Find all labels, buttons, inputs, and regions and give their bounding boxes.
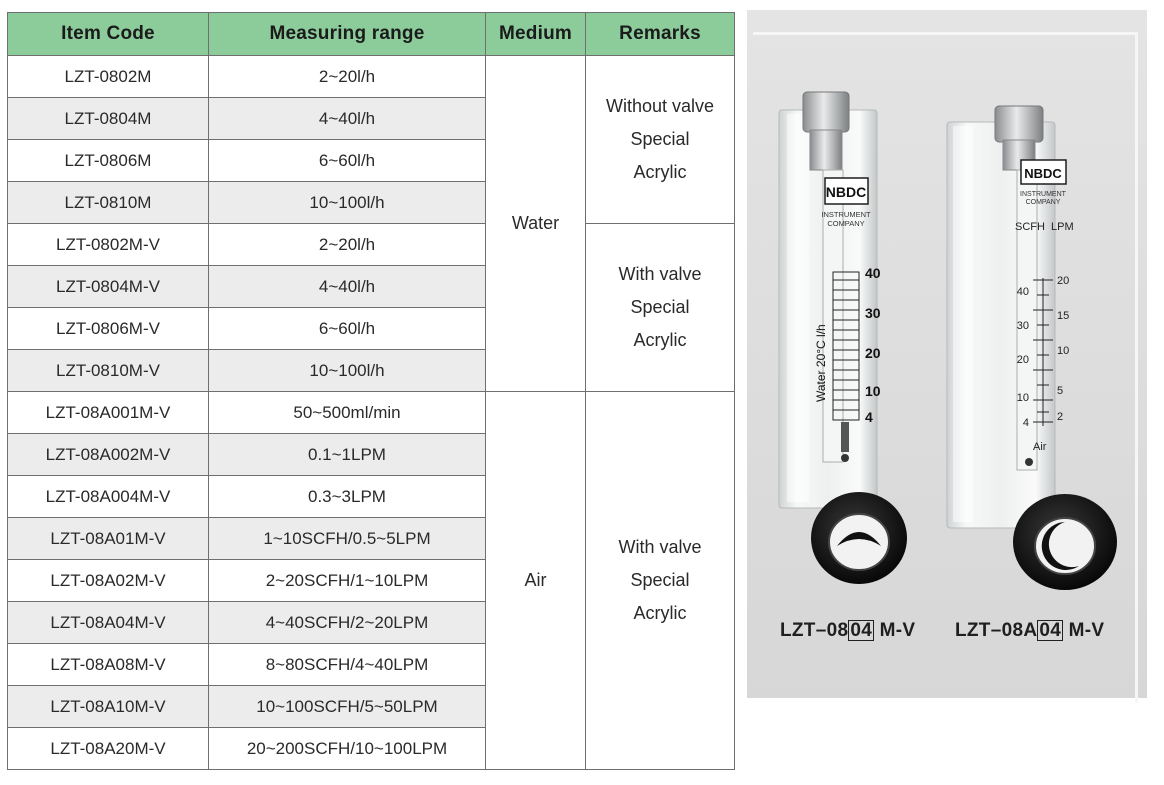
- range-cell: 8~80SCFH/4~40LPM: [209, 644, 486, 686]
- remarks-line: Acrylic: [633, 330, 687, 350]
- left-scale-label: 20: [865, 345, 881, 361]
- remarks-cell-water-no-valve: [586, 56, 735, 224]
- item-code-cell: LZT-0802M-V: [8, 224, 209, 266]
- range-cell: 4~40l/h: [209, 98, 486, 140]
- flowmeters-illustration: [747, 10, 1147, 610]
- remarks-line: Special: [630, 297, 690, 317]
- spec-table: [7, 12, 735, 770]
- right-scale-left-label: 4: [1022, 417, 1029, 429]
- item-code-cell: LZT-0804M-V: [8, 266, 209, 308]
- right-medium-label: Air: [1033, 441, 1047, 453]
- item-code-cell: LZT-08A04M-V: [8, 602, 209, 644]
- remarks-line: With valve: [618, 537, 702, 557]
- range-cell: 10~100SCFH/5~50LPM: [209, 686, 486, 728]
- item-code-cell: LZT-0802M: [8, 56, 209, 98]
- item-code-cell: LZT-0804M: [8, 98, 209, 140]
- right-scale-left-label: 20: [1016, 354, 1029, 366]
- range-cell: 2~20SCFH/1~10LPM: [209, 560, 486, 602]
- product-photo: [747, 10, 1147, 698]
- item-code-cell: LZT-08A01M-V: [8, 518, 209, 560]
- item-code-cell: LZT-08A004M-V: [8, 476, 209, 518]
- caption-suffix: M-V: [879, 620, 916, 641]
- range-cell: 1~10SCFH/0.5~5LPM: [209, 518, 486, 560]
- item-code-cell: LZT-08A08M-V: [8, 644, 209, 686]
- range-cell: 0.3~3LPM: [209, 476, 486, 518]
- table-header-row: [8, 13, 735, 56]
- range-cell: 4~40SCFH/2~20LPM: [209, 602, 486, 644]
- right-scale-right-label: 5: [1057, 385, 1064, 397]
- item-code-cell: LZT-0810M: [8, 182, 209, 224]
- table-row: [8, 56, 735, 98]
- range-cell: 4~40l/h: [209, 266, 486, 308]
- right-scale-right-label: 2: [1057, 411, 1064, 423]
- right-brand-sub: INSTRUMENT: [1020, 191, 1066, 198]
- item-code-cell: LZT-08A10M-V: [8, 686, 209, 728]
- header-remarks: Remarks: [586, 13, 735, 56]
- caption-boxed-code: 04: [850, 620, 873, 641]
- item-code-cell: LZT-08A001M-V: [8, 392, 209, 434]
- remarks-cell-water-valve: [586, 224, 735, 392]
- remarks-line: Acrylic: [633, 603, 687, 623]
- right-scale-right-label: 10: [1057, 345, 1070, 357]
- right-brand-logo: NBDC: [1024, 166, 1062, 181]
- caption-prefix: LZT–08: [780, 620, 849, 641]
- range-cell: 0.1~1LPM: [209, 434, 486, 476]
- item-code-cell: LZT-0810M-V: [8, 350, 209, 392]
- right-scale-left-label: 30: [1016, 320, 1029, 332]
- medium-cell-water: Water: [486, 56, 586, 392]
- left-scale-label: 4: [865, 409, 873, 425]
- remarks-line: With valve: [618, 264, 702, 284]
- left-scale-label: 40: [865, 265, 881, 281]
- left-vertical-label: Water 20°C l/h: [814, 324, 828, 402]
- right-scale-left-label: 40: [1016, 286, 1029, 298]
- item-code-cell: LZT-0806M: [8, 140, 209, 182]
- remarks-cell-air-valve: [586, 392, 735, 770]
- header-item-code: Item Code: [8, 13, 209, 56]
- left-scale-label: 30: [865, 305, 881, 321]
- table-row: [8, 392, 735, 434]
- caption-suffix: M-V: [1068, 620, 1105, 641]
- right-unit-label: LPM: [1051, 221, 1074, 233]
- model-caption-water: [780, 620, 915, 642]
- right-scale-left-label: 10: [1016, 392, 1029, 404]
- right-flowmeter: [947, 106, 1117, 590]
- right-unit-label: SCFH: [1015, 221, 1045, 233]
- range-cell: 10~100l/h: [209, 182, 486, 224]
- range-cell: 2~20l/h: [209, 224, 486, 266]
- range-cell: 6~60l/h: [209, 308, 486, 350]
- remarks-line: Without valve: [605, 96, 715, 116]
- caption-boxed-code: 04: [1039, 620, 1062, 641]
- range-cell: 20~200SCFH/10~100LPM: [209, 728, 486, 770]
- left-brand-logo: NBDC: [825, 184, 867, 200]
- item-code-cell: LZT-08A20M-V: [8, 728, 209, 770]
- model-caption-air: [955, 620, 1104, 642]
- left-flowmeter: [779, 92, 907, 584]
- remarks-line: Acrylic: [633, 162, 687, 182]
- header-measuring-range: Measuring range: [209, 13, 486, 56]
- range-cell: 6~60l/h: [209, 140, 486, 182]
- left-brand-sub: COMPANY: [827, 219, 865, 228]
- item-code-cell: LZT-08A002M-V: [8, 434, 209, 476]
- right-brand-sub: COMPANY: [1025, 199, 1061, 206]
- caption-prefix: LZT–08A: [955, 620, 1038, 641]
- left-scale-label: 10: [865, 383, 881, 399]
- header-medium: Medium: [486, 13, 586, 56]
- remarks-line: Special: [630, 570, 690, 590]
- right-scale-right-label: 15: [1057, 310, 1070, 322]
- range-cell: 2~20l/h: [209, 56, 486, 98]
- remarks-line: Special: [630, 129, 690, 149]
- medium-cell-air: Air: [486, 392, 586, 770]
- item-code-cell: LZT-08A02M-V: [8, 560, 209, 602]
- range-cell: 50~500ml/min: [209, 392, 486, 434]
- right-scale-right-label: 20: [1057, 275, 1070, 287]
- item-code-cell: LZT-0806M-V: [8, 308, 209, 350]
- range-cell: 10~100l/h: [209, 350, 486, 392]
- left-brand-sub: INSTRUMENT: [821, 210, 871, 219]
- table-row: [8, 224, 735, 266]
